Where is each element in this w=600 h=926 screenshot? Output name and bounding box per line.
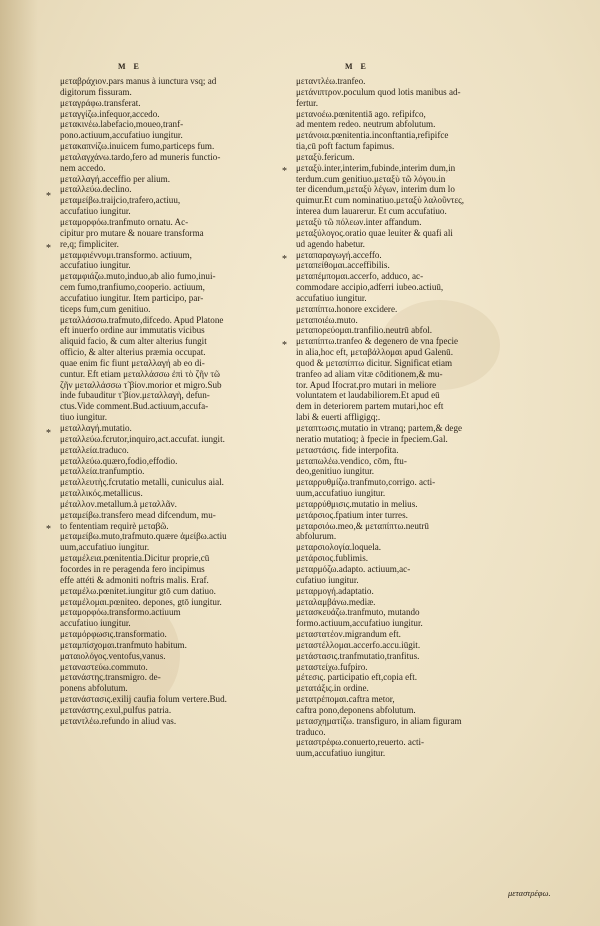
dictionary-line: ctus.Vide comment.Bud.actiuum,accufa- (60, 401, 209, 412)
dictionary-line: tor. Apud Ifocrat.pro mutari in meliore (296, 379, 437, 390)
dictionary-line: traduco. (296, 726, 326, 737)
dictionary-line: μεταστατέον.migrandum eft. (296, 629, 401, 640)
catchword: μεταστρέφω. (508, 888, 551, 898)
dictionary-line: μεταξὺ.inter,interim,fubinde,interim dum,in (296, 162, 456, 173)
dictionary-line: fertur. (296, 97, 318, 108)
dictionary-line: μεταπίπτω.tranfeo & degenero de vna fpecie (296, 336, 459, 347)
dictionary-line: μεταστέλλομαι.accerfo.accu.iūgit. (296, 639, 421, 650)
dictionary-line: μεταμείβω.traijcio,trafero,actiuu, (60, 195, 181, 206)
dictionary-line: μεταστείχω.fufpiro. (296, 661, 368, 672)
dictionary-line: μετατάξις.in ordine. (296, 683, 369, 694)
marginal-asterisk: * (46, 191, 51, 202)
dictionary-line: μεταλλεύω.quæro,fodio,effodio. (60, 455, 178, 466)
marginal-asterisk: * (282, 340, 287, 351)
dictionary-line: ponens abfolutum. (60, 683, 128, 694)
dictionary-line: μετασκευάζω.tranfmuto, mutando (296, 607, 420, 618)
dictionary-line: ματαιολόγος.ventofus,vanus. (60, 650, 166, 661)
dictionary-line: uum,accufatiuo iungitur. (296, 488, 386, 499)
dictionary-line: μεταλαγχάνω.tardo,fero ad muneris functio- (60, 151, 221, 162)
dictionary-line: re,q; fimpliciter. (60, 238, 119, 249)
dictionary-line: μεταλλάσσω.trafmuto,difcedo. Apud Platone (60, 314, 224, 325)
dictionary-line: μεταξύλογος.oratio quae leuiter & quafi ali (296, 227, 453, 238)
dictionary-line: μετανάστης.transmigro. de- (60, 672, 161, 683)
dictionary-line: to fententiam requirè μεταβῶ. (60, 520, 169, 531)
running-header-left: M E (118, 62, 142, 71)
dictionary-line: μετάνιπτρον.poculum quod lotis manibus ad- (296, 86, 461, 97)
dictionary-line: μετάρσιος.fpatium inter turres. (296, 509, 408, 520)
dictionary-line: ter dicendum,μεταξὺ λέγων, interim dum lo (296, 184, 455, 195)
dictionary-line: voluntatem et laudabiliorem.Et apud eū (296, 390, 440, 401)
dictionary-line: μεταπείθομαι.acceffibilis. (296, 260, 390, 271)
dictionary-line: uum,accufatiuo iungitur. (60, 542, 150, 553)
marginal-asterisk: * (46, 243, 51, 254)
dictionary-line: μεταπτωσις.mutatio in vtranq; partem,& dege (296, 423, 463, 433)
left-column (60, 76, 292, 727)
dictionary-line: tia,cū poft factum fapimus. (296, 141, 395, 152)
dictionary-line: quae enim fic fiunt μεταλλαγή ab eo di- (60, 357, 205, 368)
dictionary-line: μεταρσιολογία.loquela. (296, 542, 382, 553)
dictionary-line: μεταλλικός.metallicus. (60, 488, 143, 499)
dictionary-line: μεταμφιάζω.muto,induo,ab alio fumo,inui- (60, 271, 216, 282)
dictionary-line: μετάνοια.pœnitentia.inconftantia,refipifce (296, 130, 449, 141)
dictionary-line: μεταπωλέω.vendico, cōm, ftu- (296, 455, 407, 466)
dictionary-line: accufatiuo iungitur. Item participo, par- (60, 292, 204, 303)
dictionary-line: μεταμέλεια.pœnitentia.Dicitur proprie,cū (60, 553, 210, 564)
dictionary-line: quimur.Et cum nominatiuo.μεταξὺ λαλοῦντες, (296, 195, 465, 206)
dictionary-line: cuntur. Eft etiam μεταλλάσσω ἐπὶ τὸ ζῆν τῶ (60, 368, 221, 379)
dictionary-line: μετακινέω.labefacio,moueo,tranf- (60, 119, 184, 130)
dictionary-line: μεταμπίσχομαι.tranfmuto habitum. (60, 639, 187, 650)
dictionary-line: μέτεσις. participatio eft,copia eft. (296, 672, 418, 683)
dictionary-line: μεταλλαγή.acceffio per alium. (60, 173, 170, 184)
dictionary-line: μεταμορφόω.transformo.actiuum (60, 607, 181, 618)
dictionary-line: accufatiuo iungitur. (60, 206, 131, 217)
dictionary-line: μεταλαμβάνω.mediæ. (296, 596, 376, 607)
dictionary-line: uum,accufatiuo iungitur. (296, 748, 386, 759)
dictionary-line: nem accedo. (60, 162, 106, 173)
dictionary-line: cipitur pro mutare & nouare transforma (60, 227, 204, 238)
dictionary-line: μεταμέλομαι.pœniteo. depones, gtō iungitur. (60, 596, 222, 607)
dictionary-line: μεταρρυθμίζω.tranfmuto,corrigo. acti- (296, 477, 436, 488)
dictionary-line: ζῆν μεταλλάσσω τ̃ βίον.morior et migro.Sub (60, 379, 222, 390)
dictionary-line: μεταλλεία.traduco. (60, 444, 129, 455)
dictionary-line: μεταρμογή.adaptatio. (296, 585, 374, 596)
dictionary-line: μεταπίπτω.honore excidere. (296, 303, 398, 314)
dictionary-line: digitorum fissuram. (60, 86, 132, 97)
dictionary-line: μεταρσιόω.meo,& μεταπίπτω.neutrū (296, 520, 429, 531)
dictionary-line: μεταγγίζω.infequor,accedo. (60, 108, 160, 119)
dictionary-line: μεταμφιέννυμι.transformo. actiuum, (60, 249, 192, 260)
dictionary-line: ad mentem redeo. neutrum abfolutum. (296, 119, 436, 130)
dictionary-line: focordes in re peragenda fero incipimus (60, 563, 205, 574)
dictionary-line: accufatiuo iungitur. (60, 260, 131, 271)
page-fold-shadow (0, 0, 38, 926)
dictionary-line: μεταβράχιον.pars manus à iunctura vsq; ad (60, 76, 217, 86)
dictionary-line: ticeps fum,cum genitiuo. (60, 303, 151, 314)
dictionary-line: μεταμείβω.muto,trafmuto.quære ἀμείβω.actiu (60, 531, 227, 542)
marginal-asterisk: * (282, 254, 287, 265)
dictionary-line: eft inuerfo ordine aur immutatis vicibus (60, 325, 205, 336)
dictionary-line: deo,genitiuo iungitur. (296, 466, 375, 477)
dictionary-line: aliquid facio, & cum alter alterius fungit (60, 336, 207, 347)
dictionary-line: μεταπορεύομαι.tranfilio.neutrū abfol. (296, 325, 433, 336)
dictionary-line: μεταντλέω.tranfeo. (296, 76, 366, 86)
dictionary-line: tranfeo ad aliam vitæ cōditionem,& mu- (296, 368, 443, 379)
marginal-asterisk: * (46, 524, 51, 535)
dictionary-line: labi & euerti affligigq;. (296, 412, 381, 423)
dictionary-line: μεταλλεύω.declino. (60, 184, 132, 195)
marginal-asterisk: * (46, 428, 51, 439)
dictionary-line: interea dum lauarerur. Et cum accufatiuo. (296, 206, 447, 217)
dictionary-line: μεταξὺ.fericum. (296, 151, 355, 162)
dictionary-line: caftra pono,deponens abfolutum. (296, 704, 416, 715)
dictionary-line: μετασχηματίζω. transfiguro, in aliam figuram (296, 715, 462, 726)
dictionary-line: tiuo iungitur. (60, 412, 107, 423)
dictionary-line: μεταστάσις. fide interpofita. (296, 444, 399, 455)
dictionary-line: μεταλλαγή.mutatio. (60, 423, 132, 433)
running-header-right: M E (345, 62, 369, 71)
dictionary-line: dem in deteriorem partem mutari,hoc eft (296, 401, 444, 412)
dictionary-line: μετανάστασις.exilij caufia folum vertere.Bud. (60, 694, 227, 705)
dictionary-line: μεταλλεύω.fcrutor,inquiro,act.accufat. iungit. (60, 433, 225, 444)
dictionary-line: μεταρμόζω.adapto. actiuum,ac- (296, 563, 411, 574)
dictionary-line: μετάστασις.tranfmutatio,tranfitus. (296, 650, 420, 661)
dictionary-line: μεταρρύθμισις.mutatio in melius. (296, 498, 418, 509)
dictionary-line: μεταμόρφωσις.transformatio. (60, 629, 167, 640)
dictionary-line: μεταποιέω.muto. (296, 314, 358, 325)
dictionary-line: abfolurum. (296, 531, 337, 542)
dictionary-line: μεταλλευτὴς.fcrutatio metalli, cuniculus aial. (60, 477, 224, 488)
dictionary-line: accufatiuo iungitur. (60, 618, 131, 629)
dictionary-line: μετάρσιος.fublimis. (296, 553, 369, 564)
dictionary-line: μεταναστεύω.commuto. (60, 661, 148, 672)
dictionary-line: μετατρέπομαι.caftra metor, (296, 694, 395, 705)
dictionary-line: μετακαπνίζω.inuicem fumo,particeps fum. (60, 141, 215, 152)
marginal-asterisk: * (282, 166, 287, 177)
dictionary-line: μεταντλέω.refundo in aliud vas. (60, 715, 177, 726)
dictionary-line: μεταπαραγωγή.acceffo. (296, 249, 382, 260)
dictionary-line: cem fumo,tranfiumo,cooperio. actiuum, (60, 282, 205, 293)
dictionary-line: neratio mutatioq; à fpecie in fpeciem.Gal. (296, 433, 448, 444)
dictionary-line: μετανάστης.exul,pulfus patria. (60, 704, 172, 715)
right-column (296, 76, 558, 759)
dictionary-line: μετανοέω.pœnitentiā ago. refipifco, (296, 108, 426, 119)
dictionary-line: commodare accipio,adferri iubeo.actiuū, (296, 282, 444, 293)
dictionary-line: μεταμέλω.pœnitet.iungitur gtō cum datiuo. (60, 585, 216, 596)
dictionary-line: quod & μεταπίπτω dicitur. Significat etiam (296, 357, 453, 368)
dictionary-line: in alia,hoc eft, μεταβάλλομαι apud Galenū. (296, 347, 454, 358)
dictionary-line: officio, & alter alterius præmia occupat. (60, 347, 206, 358)
dictionary-line: effe attéti & admoniti noftris malis. Eraf. (60, 574, 209, 585)
dictionary-line: terdum.cum genitiuo.μεταξὺ τῶ λόγου.in (296, 173, 446, 184)
dictionary-line: μεταμείβω.transfero mead difcendum, mu- (60, 509, 216, 520)
dictionary-line: μέταλλον.metallum.à μεταλλᾶν. (60, 498, 177, 509)
dictionary-line: μεταλλεία.tranfumptio. (60, 466, 145, 477)
dictionary-line: μεταστρέφω.conuerto,reuerto. acti- (296, 737, 425, 748)
dictionary-line: μεταμορφόω.tranfmuto ornatu. Ac- (60, 216, 189, 227)
dictionary-line: cufatiuo iungitur. (296, 574, 359, 585)
dictionary-line: accufatiuo iungitur. (296, 292, 367, 303)
dictionary-line: μεταπέμπομαι.accerfo, adduco, ac- (296, 271, 424, 282)
dictionary-line: μεταξὺ τῶ πόλεων.inter affandum. (296, 216, 422, 227)
dictionary-line: μεταγράφω.transferat. (60, 97, 141, 108)
dictionary-line: ud agendo habetur. (296, 238, 365, 249)
dictionary-line: formo.actiuum,accufatiuo iungitur. (296, 618, 423, 629)
dictionary-line: inde fubauditur τ̃ βίον.μεταλλαγὴ, defun- (60, 390, 210, 401)
dictionary-line: pono.actiuum,accufatiuo iungitur. (60, 130, 183, 141)
